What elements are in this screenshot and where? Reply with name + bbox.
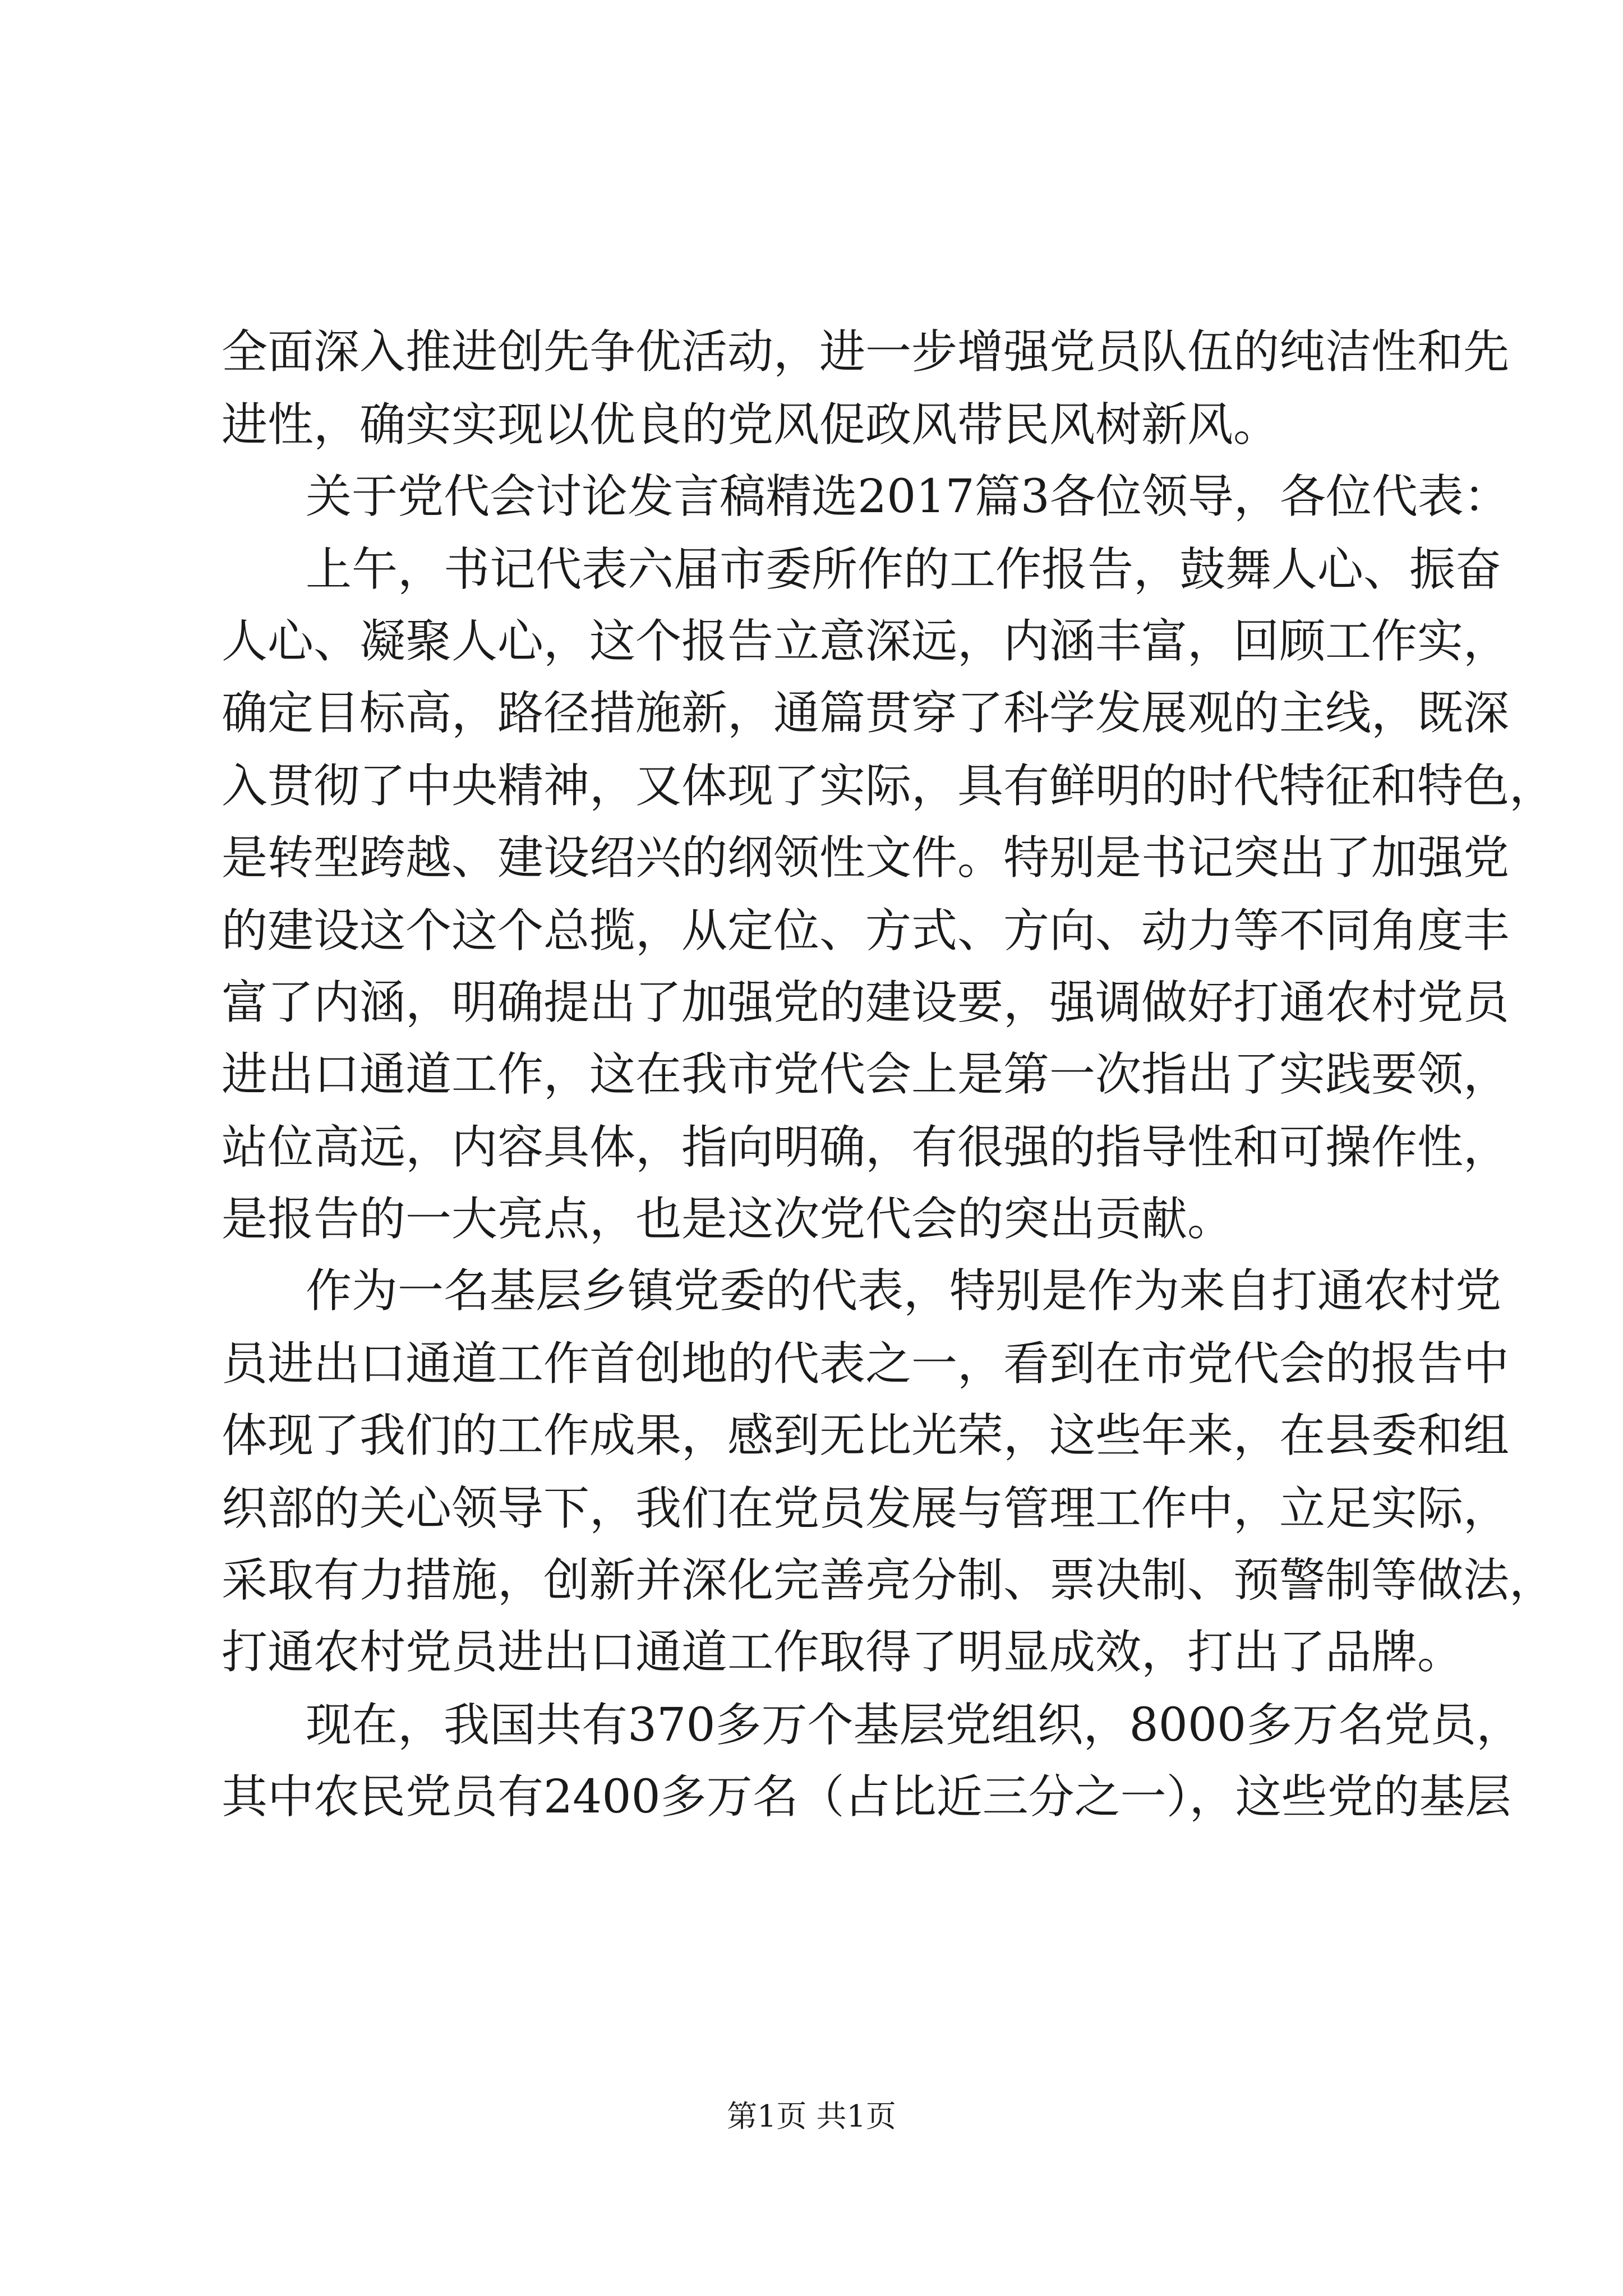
- text-line-19: 打通农村党员进出口通道工作取得了明显成效，打出了品牌。: [222, 1626, 1464, 1679]
- text-line-11: 进出口通道工作，这在我市党代会上是第一次指出了实践要领，: [222, 1048, 1510, 1101]
- text-line-21: 其中农民党员有2400多万名（占比近三分之一），这些党的基层: [222, 1770, 1511, 1824]
- text-line-17: 织部的关心领导下，我们在党员发展与管理工作中，立足实际，: [222, 1482, 1510, 1535]
- text-line-9: 的建设这个这个总揽，从定位、方式、方向、动力等不同角度丰: [222, 904, 1510, 958]
- text-line-20: 现在，我国共有370多万个基层党组织，8000多万名党员，: [306, 1699, 1523, 1752]
- text-line-2: 进性，确实实现以优良的党风促政风带民风树新风。: [222, 398, 1280, 452]
- text-line-1: 全面深入推进创先争优活动，进一步增强党员队伍的纯洁性和先: [222, 325, 1510, 379]
- text-line-13: 是报告的一大亮点，也是这次党代会的突出贡献。: [222, 1193, 1234, 1246]
- text-line-6: 确定目标高，路径措施新，通篇贯穿了科学发展观的主线，既深: [222, 687, 1510, 740]
- text-line-14: 作为一名基层乡镇党委的代表，特别是作为来自打通农村党: [306, 1264, 1502, 1318]
- text-line-12: 站位高远，内容具体，指向明确，有很强的指导性和可操作性，: [222, 1121, 1510, 1174]
- text-line-7: 入贯彻了中央精神，又体现了实际，具有鲜明的时代特征和特色，: [222, 760, 1556, 813]
- text-line-18: 采取有力措施，创新并深化完善亮分制、票决制、预警制等做法，: [222, 1554, 1556, 1607]
- page-footer: 第1页 共1页: [727, 2099, 896, 2134]
- text-line-4: 上午，书记代表六届市委所作的工作报告，鼓舞人心、振奋: [306, 543, 1502, 596]
- text-line-3: 关于党代会讨论发言稿精选2017篇3各位领导，各位代表：: [306, 470, 1510, 523]
- text-line-16: 体现了我们的工作成果，感到无比光荣，这些年来，在县委和组: [222, 1409, 1510, 1462]
- text-line-5: 人心、凝聚人心，这个报告立意深远，内涵丰富，回顾工作实，: [222, 615, 1510, 668]
- text-line-8: 是转型跨越、建设绍兴的纲领性文件。特别是书记突出了加强党: [222, 831, 1510, 885]
- text-line-10: 富了内涵，明确提出了加强党的建设要，强调做好打通农村党员: [222, 976, 1510, 1029]
- text-line-15: 员进出口通道工作首创地的代表之一，看到在市党代会的报告中: [222, 1337, 1510, 1391]
